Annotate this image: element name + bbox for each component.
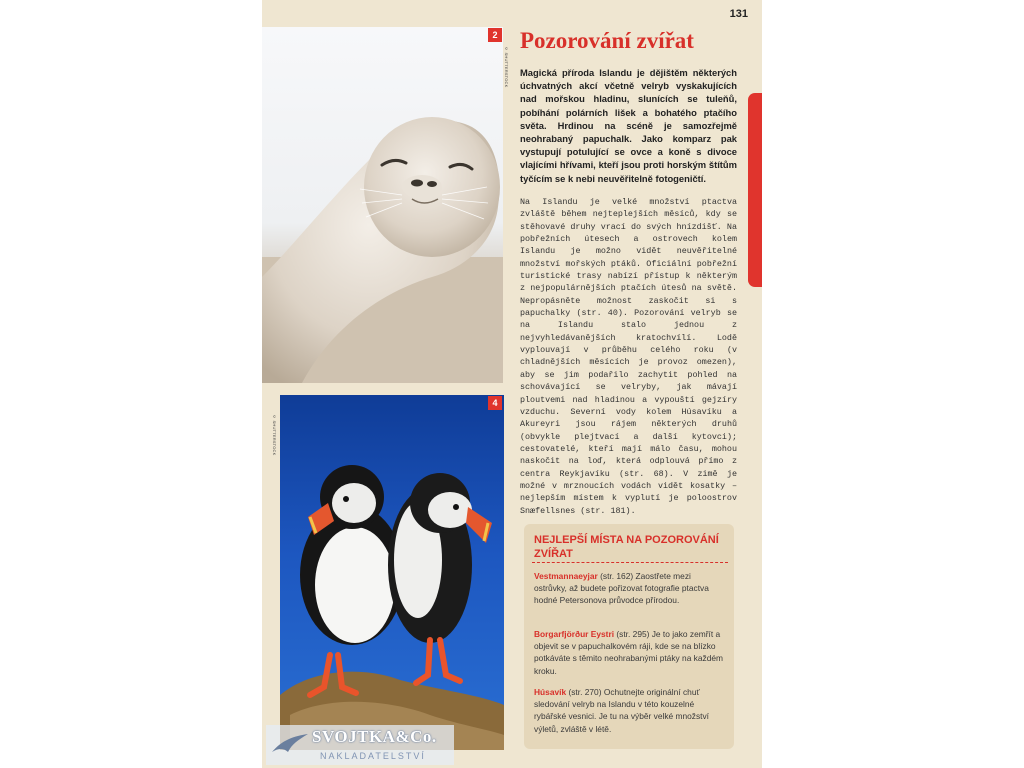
photo-credit-seal: © SHUTTERSTOCK [504,46,509,88]
lead-paragraph: Magická příroda Islandu je dějištěm některých úchvatných akcí včetně velryb vyskakujících nad mořskou hladinu, slunících se tuleňů, pobíhání polárních lišek a bohatého ptačího světa. Hrdinou na scéně je samozřejmě neohrabaný papuchalk. Jako komparz pak vystupují potulující se ovce a koně s divoce vlajícími hřívami, kteří jsou proti horským štítům tyčícím se k nebi neuvěřitelně fotogeničtí. [520,67,737,184]
place-description: (str. 270) Ochutnejte originální chuť sledování velryb na Islandu v této kouzelné rybářské vesnici. Je tu na výběr velké množství výletů, zvláště v létě. [534,687,710,734]
page-title: Pozorování zvířat [520,28,694,53]
list-item [534,686,724,735]
swallow-icon [270,730,310,760]
best-places-box [524,524,734,749]
publisher-logo [266,725,454,765]
photo-badge-puffins: 4 [488,396,502,410]
puffin-photo [280,395,504,750]
body-paragraph: Na Islandu je velké množství ptactva zvláště během nejteplejších měsíců, kdy se stěhovavé druhy vrací do svých hnízdišť. Na pobřežních útesech a ostrovech kolem Islandu je možno vidět neuvěřitelné množství mořských ptáků. Oficiální pobřežní turistické trasy nabízí přístup k některým z nejpopulárnějších ptačích útesů na světě. Nepropásněte možnost zaskočit si s papuchalky (str. 40). Pozorování velryb se na Islandu stalo jednou z nejvyhledávanějších kratochvílí. Lodě vyplouvají v průběhu celého roku (v chladnějších měsících je provoz omezen), aby se jim podařilo zachytit pohled na schovávající se velryby, jak mávají ploutvemi nad hladinou a vypouští gejzíry vzduchu. Severní vody kolem Húsavíku a Akureyri jsou rájem některých druhů (obvykle plejtvací a další kytovci); cestovatelé, kteří mají málo času, mohou naskočit na loď, která odplouvá přímo z centra Reykjavíku (str. 68). V zimě je možné v mrznoucích vodách vidět kosatky – nejlepším místem k vyplutí je poloostrov Snæfellsnes (str. 181). [520,197,737,516]
logo-sub-text: NAKLADATELSTVÍ [320,751,426,761]
seal-photo [262,27,503,383]
box-divider [532,562,728,563]
chapter-tab [748,93,762,287]
logo-main-text: SVOJTKA&Co. [312,727,437,746]
page-number: 131 [729,8,748,20]
photo-credit-puffins: © SHUTTERSTOCK [272,414,277,456]
photo-badge-seal: 2 [488,28,502,42]
box-title: NEJLEPŠÍ MÍSTA NA POZOROVÁNÍ ZVÍŘAT [534,534,719,560]
place-name: Vestmannaeyjar [534,571,598,581]
list-item [534,628,724,677]
list-item [534,570,724,607]
place-name: Borgarfjörður Eystri [534,629,615,639]
place-description: (str. 162) Zaostřete mezi ostrůvky, až budete pořizovat fotografie ptactva hodné Petersonova průvodce přírodou. [534,571,709,606]
seal-illustration [262,27,503,383]
puffin-illustration [280,395,504,750]
place-name: Húsavík [534,687,567,697]
place-description: (str. 295) Je to jako zemřít a objevit se v papuchalkovém ráji, kde se na blízko potkáváte s těmito neohrabanými ptáky na každém kroku. [534,629,724,676]
